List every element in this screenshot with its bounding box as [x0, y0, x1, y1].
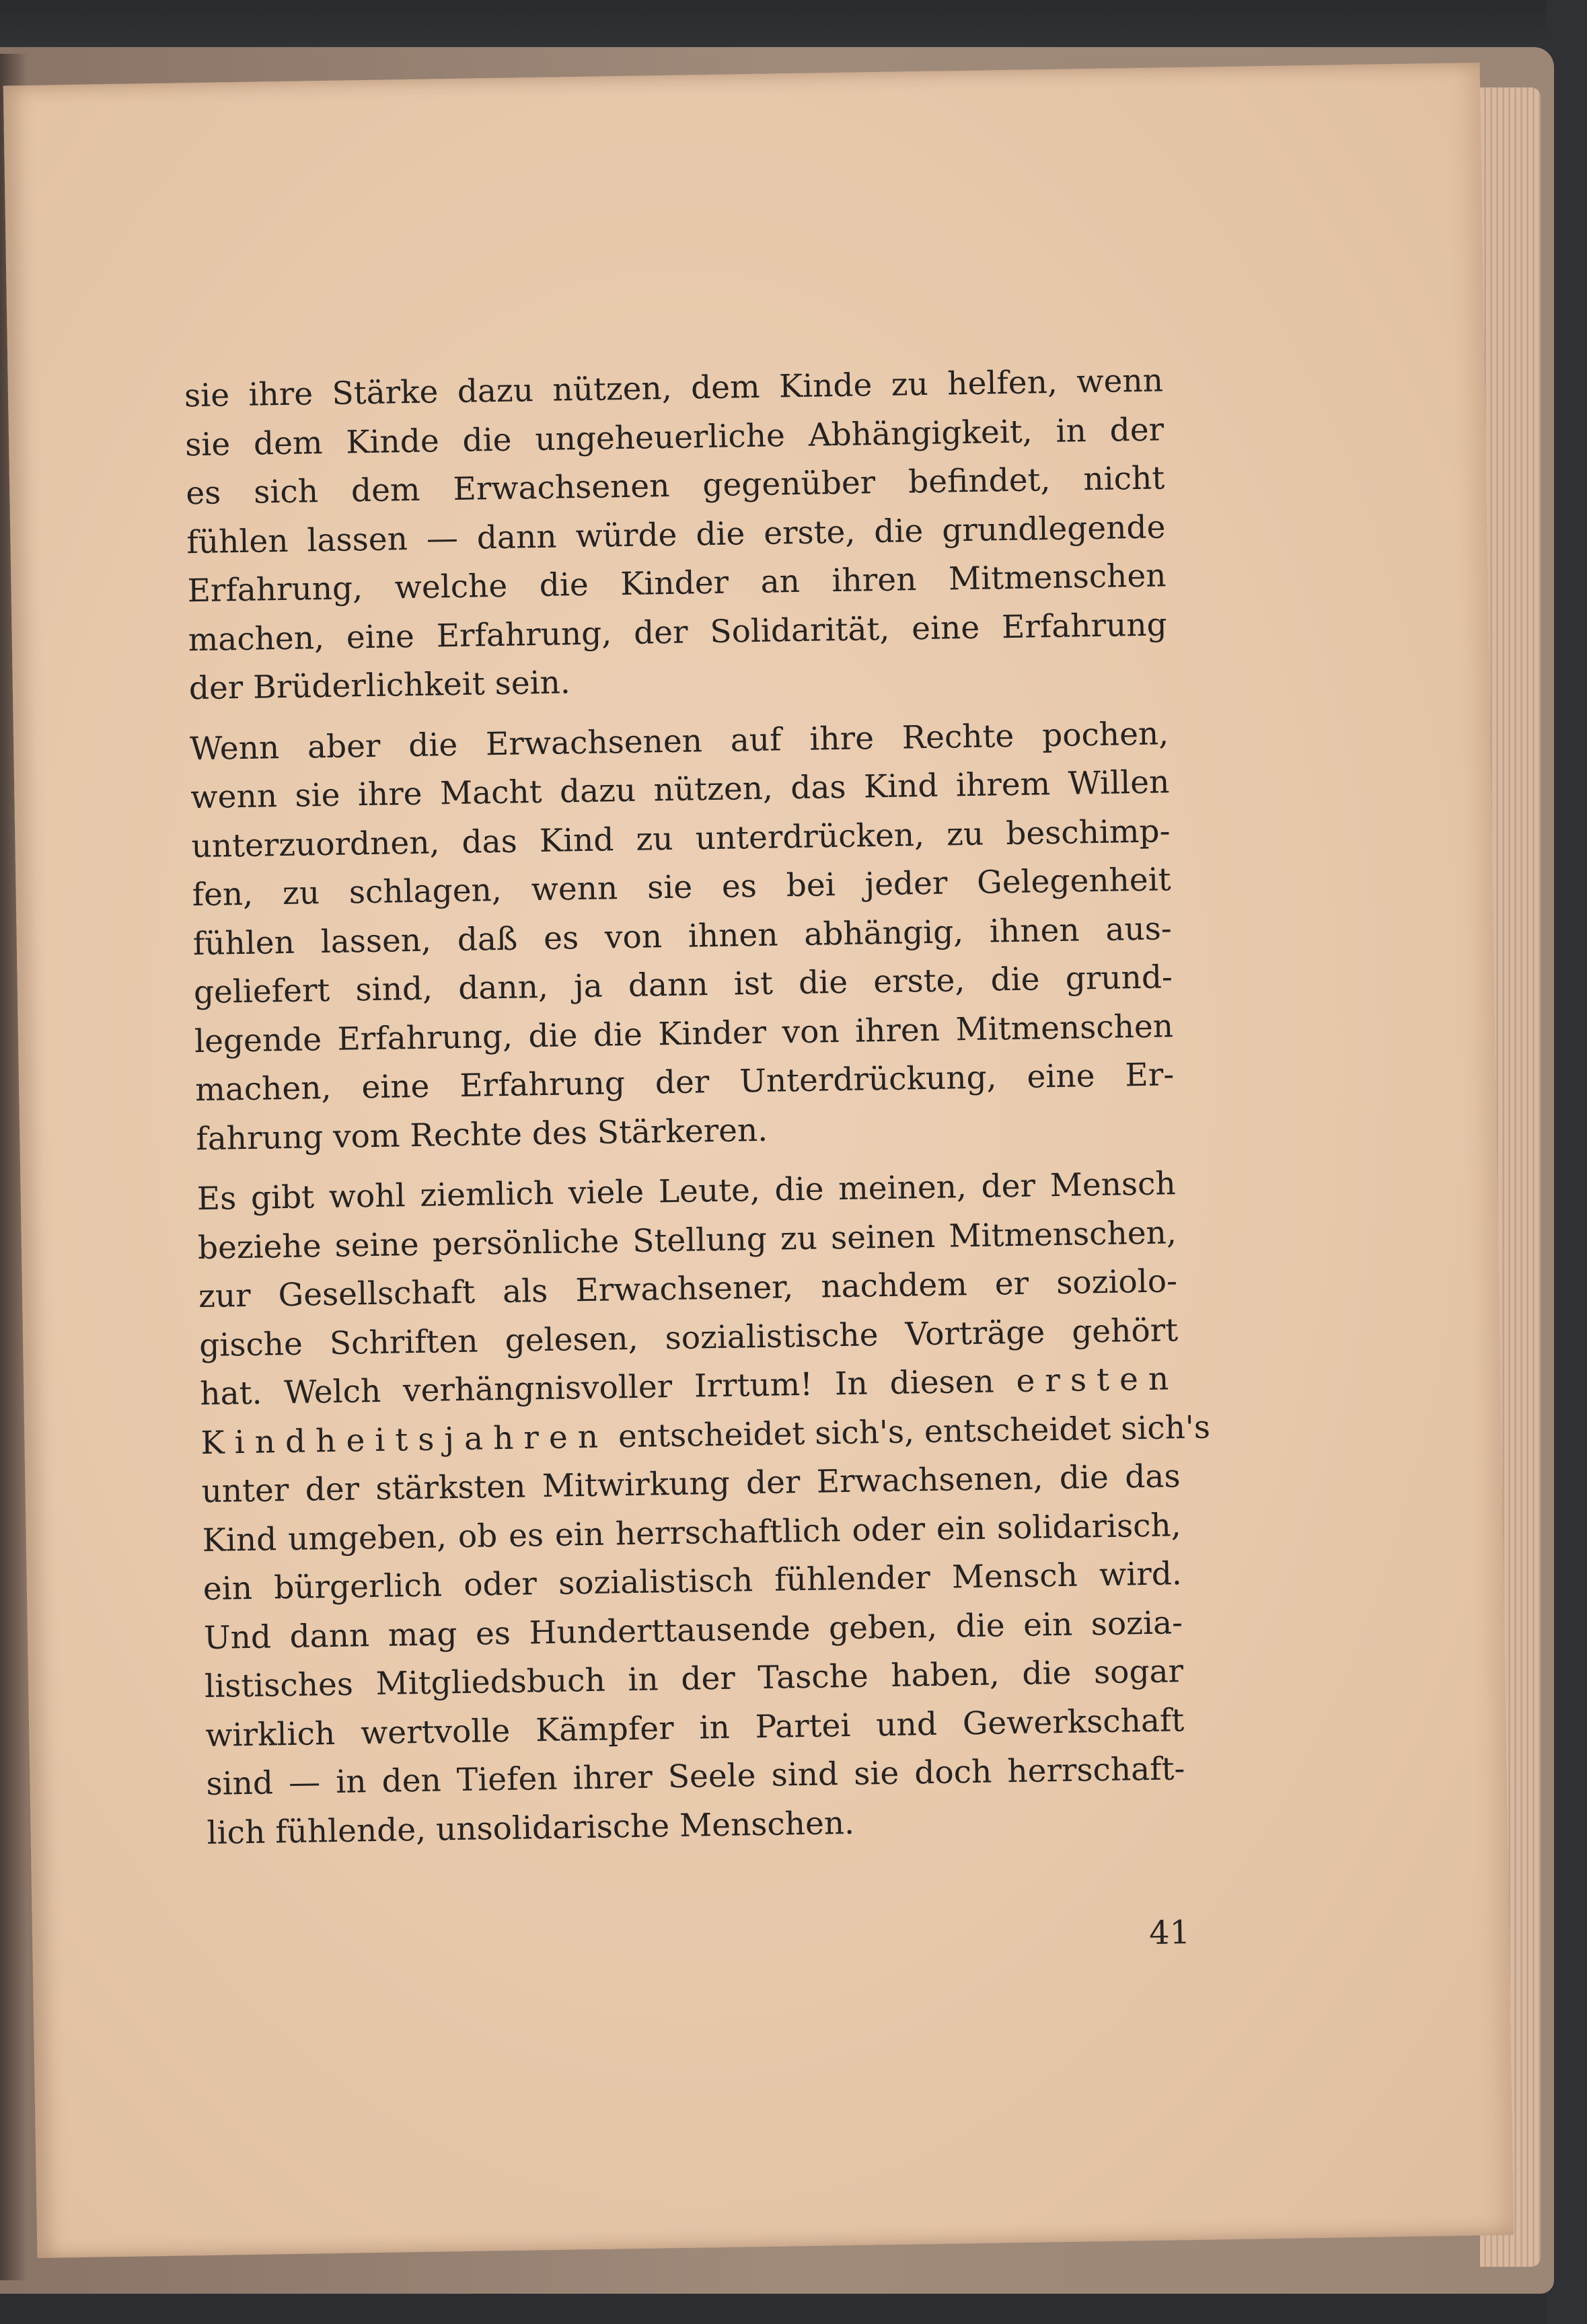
text-line: legende Erfahrung, die die Kinder von ihren Mitmenschen [194, 1007, 1174, 1060]
body-text [184, 357, 1211, 1869]
text-line: wenn sie ihre Macht dazu nützen, das Kind ihrem Willen [190, 763, 1170, 817]
text-line: sind — in den Tiefen ihrer Seele sind sie doch herrschaft- [206, 1750, 1185, 1803]
text-line: Es gibt wohl ziemlich viele Leute, die meinen, der Mensch [196, 1165, 1177, 1218]
paragraph-1 [184, 357, 1168, 713]
text-line: sie ihre Stärke dazu nützen, dem Kinde zu helfen, wenn [184, 362, 1164, 415]
text-line: unterzuordnen, das Kind zu unterdrücken, zu beschimp- [191, 812, 1171, 865]
text-line: geliefert sind, dann, ja dann ist die erste, die grund- [193, 959, 1173, 1012]
emphasis-spaced: ersten [1016, 1360, 1179, 1400]
text-line: zur Gesellschaft als Erwachsener, nachdem er soziolo- [198, 1263, 1178, 1316]
text-run: entscheidet sich's, entscheidet sich's [618, 1409, 1211, 1455]
text-line: der Brüderlichkeit sein. [188, 664, 571, 708]
text-line: ein bürgerlich oder sozialistisch fühlender Mensch wird. [202, 1555, 1183, 1608]
text-line: es sich dem Erwachsenen gegenüber befindet, nicht [185, 459, 1165, 513]
text-line: Und dann mag es Hunderttausende geben, die ein sozia- [203, 1604, 1183, 1657]
text-line: fahrung vom Rechte des Stärkeren. [195, 1111, 768, 1158]
text-line: Wenn aber die Erwachsenen auf ihre Rechte pochen, [189, 714, 1169, 767]
text-line: fühlen lassen, daß es von ihnen abhängig, ihnen aus- [192, 909, 1173, 963]
paragraph-3 [196, 1160, 1211, 1858]
emphasis-spaced: Kindheitsjahren [200, 1418, 609, 1462]
book-page [3, 63, 1514, 2258]
text-line: gische Schriften gelesen, sozialistische Vorträge gehört [198, 1311, 1179, 1364]
text-line: Erfahrung, welche die Kinder an ihren Mitmenschen [187, 557, 1167, 610]
paragraph-2 [190, 710, 1175, 1164]
text-run: hat. Welch verhängnisvoller Irrtum! In diesen [199, 1363, 995, 1413]
text-line: fühlen lassen — dann würde die erste, die grundlegende [186, 508, 1166, 561]
text-line: beziehe seine persönliche Stellung zu seinen Mitmenschen, [197, 1213, 1177, 1267]
text-line: sie dem Kinde die ungeheuerliche Abhängigkeit, in der [184, 410, 1165, 463]
text-line: machen, eine Erfahrung der Unterdrückung, eine Er- [194, 1056, 1175, 1109]
text-line: unter der stärksten Mitwirkung der Erwachsenen, die das [201, 1458, 1181, 1511]
text-line: lich fühlende, unsolidarische Menschen. [207, 1804, 855, 1852]
text-line: wirklich wertvolle Kämpfer in Partei und Gewerkschaft [205, 1701, 1185, 1754]
text-line: listisches Mitgliedsbuch in der Tasche haben, die sogar [204, 1653, 1184, 1706]
text-line: fen, zu schlagen, wenn sie es bei jeder Gelegenheit [192, 861, 1171, 914]
text-line: machen, eine Erfahrung, der Solidarität, eine Erfahrung [188, 605, 1167, 659]
page-number: 41 [1148, 1914, 1191, 1953]
text-line: Kind umgeben, ob es ein herrschaftlich oder ein solidarisch, [202, 1506, 1182, 1559]
